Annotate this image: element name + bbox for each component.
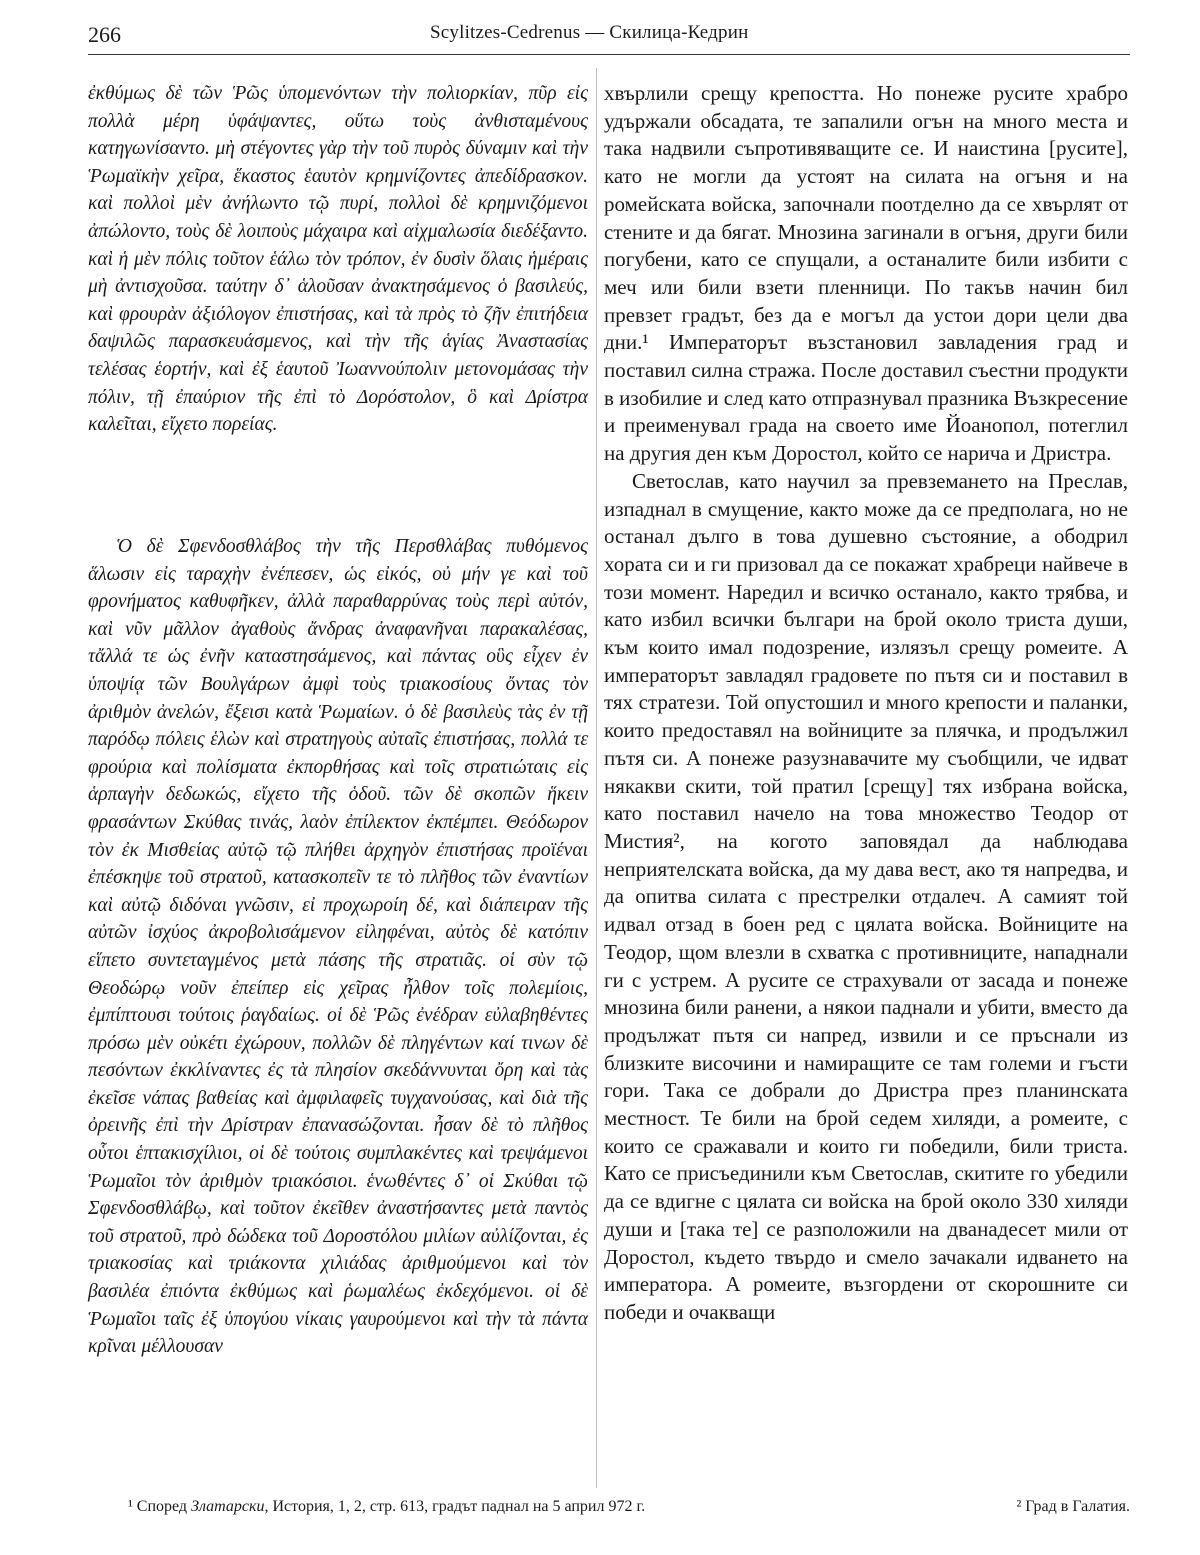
running-title: Scylitzes-Cedrenus — Скилица-Кедрин	[430, 22, 749, 43]
bulgarian-paragraph-2: Светослав, като научил за превземането на Преслав, изпаднал в смущение, както може да се предполага, но не останал дълго в това душевно състояние, а ободрил хората си и ги призовал да се покажат храбреци найвече в този момент. Наредил и всичко останало, както трябва, и като избил всички българи на брой около триста души, към които имал подозрение, излязъл срещу ромеите. А императорът завладял градовете по пътя си и поставил в тях стратези. Той опустошил и много крепости и паланки, които предоставял на войниците за плячка, и продължил пътя си. А понеже разузнавачите му съобщили, че идват някакви скити, той пратил [срещу] тях избрана войска, като поставил начело на това множество Теодор от Мистия², на когото заповядал да наблюдава неприятелската войска, да му дава вест, ако тя напредва, и да опитва силата с престрелки отдалеч. А самият той идвал отзад в боен ред с цялата войска. Войниците на Теодор, щом влезли в схватка с противниците, нападнали ги с устрем. А русите се страхували от засада и понеже мнозина били ранени, а някои паднали и убити, вместо да продължат пътя си напред, извили и се пръснали из близките височини и намиращите се там големи и гъсти гори. Така се добрали до Дристра през планинската местност. Те били на брой седем хиляди, а ромеите, с които се сражавали и които ги победили, били триста. Като се присъединили към Светослав, скитите го убедили да се вдигне с цялата си войска на брой около 330 хиляди души и [така те] се разположили на дванадесет мили от Доростол, където твърдо и смело зачакали идването на императора. А ромеите, възгордени от скорошните си победи и очакващи	[604, 468, 1128, 1324]
bulgarian-column	[604, 80, 1128, 1327]
bulgarian-paragraph-1: хвърлили срещу крепостта. Но понеже русите храбро удържали обсадата, те запалили огън на много места и така надвили съпротивяващите се. И наистина [русите], като не могли да устоят на силата на огъня и на ромейската войска, започнали поотделно да се хвърлят от стените и да бягат. Мнозина загинали в огъня, други били погубени, като се спущали, а останалите били избити с меч или били взети пленници. По такъв начин бил превзет градът, без да е могъл да устои дори цели два дни.¹ Императорът възстановил завладения град и поставил силна стража. После доставил съестни продукти в изобилие и след като отпразнувал празника Възкресение и преименувал града на своето име Йоанопол, потеглил на другия ден към Доростол, който се нарича и Дристра.	[604, 81, 1128, 466]
page-number: 266	[88, 22, 121, 47]
header-rule	[88, 54, 1130, 55]
greek-paragraph-1: ἐκθύμως δὲ τῶν Ῥῶς ὑπομενόντων τὴν πολιορκίαν, πῦρ εἰς πολλὰ μέρη ὑφάψαντες, οὕτω τοὺς ἀνθισταμένους κατηγωνίσαντο. μὴ στέγοντες γὰρ τὴν τοῦ πυρὸς δύναμιν καὶ τὴν Ῥωμαϊκὴν χεῖρα, ἕκαστος ἑαυτὸν κρημνίζοντες ἀπεδίδρασκον. καὶ πολλοὶ μὲν ἀνήλωντο τῷ πυρί, πολλοὶ δὲ κρημνιζόμενοι ἀπώλοντο, τοὺς δὲ λοιποὺς μάχαιρα καὶ αἰχμαλωσία διεδέξαντο. καὶ ἡ μὲν πόλις τοῦτον ἑάλω τὸν τρόπον, ἐν δυσὶν ὅλαις ἡμέραις μὴ ἀντισχοῦσα. ταύτην δ᾽ ἁλοῦσαν ἀνακτησάμενος ὁ βασιλεύς, καὶ φρουρὰν ἀξιόλογον ἐπιστήσας, καὶ τὰ πρὸς τὸ ζῆν ἐπιτήδεια δαψιλῶς παρασκευάσμενος, καὶ τὴν τῆς ἁγίας Ἀναστασίας τελέσας ἑορτήν, καὶ ἐξ ἑαυτοῦ Ἰωαννούπολιν μετονομάσας τὴν πόλιν, τῇ ἐπαύριον τῆς ἐπὶ τὸ Δορόστολον, ὃ καὶ Δρίστρα καλεῖται, εἴχετο πορείας.	[88, 83, 588, 436]
footnote-1-prefix: ¹ Според	[128, 1498, 192, 1515]
footnote-1	[128, 1498, 645, 1516]
footnote-1-author: Златарски	[191, 1498, 265, 1515]
page-header	[0, 0, 1200, 60]
greek-paragraph-2: Ὁ δὲ Σφενδοσθλάβος τὴν τῆς Περσθλάβας πυθόμενος ἅλωσιν εἰς ταραχὴν ἐνέπεσεν, ὡς εἰκός, οὐ μήν γε καὶ τοῦ φρονήματος καθυφῆκεν, ἀλλὰ παραθαρρύνας τοὺς περὶ αὐτόν, καὶ νῦν μᾶλλον ἀγαθοὺς ἄνδρας ἀναφανῆναι παρακαλέσας, τἄλλά τε ὡς ἐνῆν καταστησάμενος, καὶ πάντας οὓς εἶχεν ἐν ὑποψίᾳ τῶν Βουλγάρων ἀμφὶ τοὺς τριακοσίους ὄντας τὸν ἀριθμὸν ἀνελών, ἔξεισι κατὰ Ῥωμαίων. ὁ δὲ βασιλεὺς τὰς ἐν τῇ παρόδῳ πόλεις ἑλὼν καὶ στρατηγοὺς αὐταῖς ἐπιστήσας, πολλά τε φρούρια καὶ πολίσματα ἐκπορθήσας καὶ τοῖς στρατιώταις εἰς ἁρπαγὴν δεδωκώς, εἴχετο τῆς ὁδοῦ. τῶν δὲ σκοπῶν ἥκειν φρασάντων Σκύθας τινάς, λαὸν ἐπίλεκτον ἐκπέμπει. Θεόδωρον τὸν ἐκ Μισθείας αὐτῷ τῷ πλήθει ἀρχηγὸν ἐπιστήσας προϊέναι ἐπέσκηψε τοῦ στρατοῦ, κατασκοπεῖν τε τὸ πλῆθος τῶν ἐναντίων καὶ αὐτῷ διδόναι γνῶσιν, εἰ προχωροίη δέ, καὶ διάπειραν τῆς αὐτῶν ἰσχύος ἀκροβολισάμενον εἰληφέναι, αὐτὸς δὲ κατόπιν εἵπετο συντεταγμένος μετὰ πάσης τῆς στρατιᾶς. οἱ σὺν τῷ Θεοδώρῳ νοῦν ἐπείπερ εἰς χεῖρας ἦλθον τοῖς πολεμίοις, ἐμπίπτουσι τούτοις ῥαγδαίως. οἱ δὲ Ῥῶς ἐνέδραν εὐλαβηθέντες πρόσω μὲν οὐκέτι ἐχώρουν, πολλῶν δὲ πληγέντων καί τινων δὲ πεσόντων ἐκκλίναντες ἐς τὰ πλησίον σκεδάννυνται ὄρη καὶ τὰς ἐκεῖσε νάπας βαθείας καὶ ἀμφιλαφεῖς τυγχανούσας, καὶ διὰ τῆς ὀρεινῆς ἐπὶ τὴν Δρίστραν ἐπανασώζονται. ἦσαν δὲ τὸ πλῆθος οὗτοι ἑπτακισχίλιοι, οἱ δὲ τούτοις συμπλακέντες καὶ τρεψάμενοι Ῥωμαῖοι τὸν ἀριθμὸν τριακόσιοι. ἑνωθέντες δ᾽ οἱ Σκύθαι τῷ Σφενδοσθλάβῳ, καὶ τοῦτον ἐκεῖθεν ἀναστήσαντες μετὰ παντὸς τοῦ στρατοῦ, πρὸ δώδεκα τοῦ Δοροστόλου μιλίων αὐλίζονται, ἐς τριακοσίας καὶ τριάκοντα χιλιάδας ἀριθμούμενοι καὶ τὸν βασιλέα ἐπιόντα ἐκθύμως καὶ ῥωμαλέως ἐκδεχόμενοι. οἱ δὲ Ῥωμαῖοι ταῖς ἐξ ὑπογύου νίκαις γαυρούμενοι καὶ τὴν τὰ πάντα κρῖναι μέλλουσαν	[88, 536, 588, 1358]
footnote-1-text: , История, 1, 2, стр. 613, градът паднал на 5 април 972 г.	[264, 1498, 646, 1515]
column-divider	[596, 68, 597, 1488]
footnote-2: ² Град в Галатия.	[1016, 1498, 1130, 1515]
